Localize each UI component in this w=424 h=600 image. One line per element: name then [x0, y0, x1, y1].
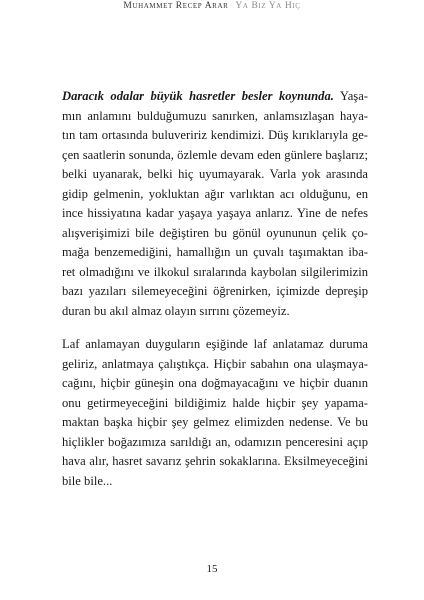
- paragraph-2-line: bile bile...: [62, 473, 113, 488]
- paragraph-1-line: duran bu akıl almaz olayın sırrını çözemeyiz.: [62, 303, 290, 318]
- paragraph-1-line-1-rest: Yaşa-: [333, 89, 368, 103]
- running-head: [0, 0, 424, 12]
- paragraph-2-line: hava alır, hasret savarız şehrin sokaklarına. Eksilmeyeceğini: [62, 454, 368, 468]
- paragraph-1-line: belki uyanarak, belki hiç uyumayarak. Varla yok arasında: [62, 167, 368, 181]
- paragraph-1-emphasis: Daracık odalar büyük hasretler besler koynunda.: [62, 89, 334, 103]
- paragraph-1-line: [62, 87, 368, 107]
- page-number: 15: [206, 563, 218, 575]
- paragraph-1-line: mağa benzemediğini, hamallığın un çuvalı taşımaktan iba-: [62, 245, 368, 259]
- paragraph-2-line: cağını, hiçbir güneşin ona doğmayacağını ve hiçbir duanın: [62, 376, 368, 390]
- paragraph-1-line: bazı yazıları silemeyeceğini öğrenirken, içimizde depreşip: [62, 284, 368, 298]
- paragraph-2-line: Laf anlamayan duyguların eşiğinde laf anlatamaz duruma: [62, 337, 368, 351]
- paragraph-1-line: çen saatlerin sonunda, özlemle devam eden günlere başlarız;: [62, 147, 368, 162]
- paragraph-2-line: geliriz, anlatmaya çalıştıkça. Hiçbir sabahın ona ulaşmaya-: [62, 356, 368, 371]
- paragraph-1-line: gidip gelmenin, yokluktan ağır varlıktan acı olduğunu, en: [62, 186, 368, 201]
- paragraph-2-line: hiçlikler boğazımıza sarıldığı an, odamızın penceresini açıp: [62, 434, 368, 449]
- paragraph-2: [62, 335, 368, 491]
- paragraph-1-line: mın anlamını bulduğumuzu sanırken, anlamsızlaşan haya-: [62, 108, 368, 123]
- paragraph-1-line: alışverişimizi bile değiştiren bu gönül oyununun çelik ço-: [62, 225, 368, 240]
- paragraph-2-line: onu getirmeyeceğini bildiğimiz halde hiçbir şey yapama-: [62, 395, 368, 410]
- paragraph-2-line: maktan başka hiçbir şey gelmez elimizden nedense. Ve bu: [62, 415, 368, 429]
- paragraph-1-line: ince hissiyatına kadar yaşaya yaşaya anlarız. Yine de nefes: [62, 206, 368, 220]
- running-head-author: Muhammet Recep Arar: [123, 1, 229, 11]
- paragraph-1-line: ret olmadığını ve ilkokul sıralarında kaybolan silgilerimizin: [62, 264, 368, 279]
- running-head-book-title: Ya Biz Ya Hiç: [235, 1, 301, 11]
- paragraph-1: [62, 87, 368, 321]
- paragraph-1-line: tın tam ortasında buluveririz kendimizi. Düş kırıklarıyla ge-: [62, 128, 368, 142]
